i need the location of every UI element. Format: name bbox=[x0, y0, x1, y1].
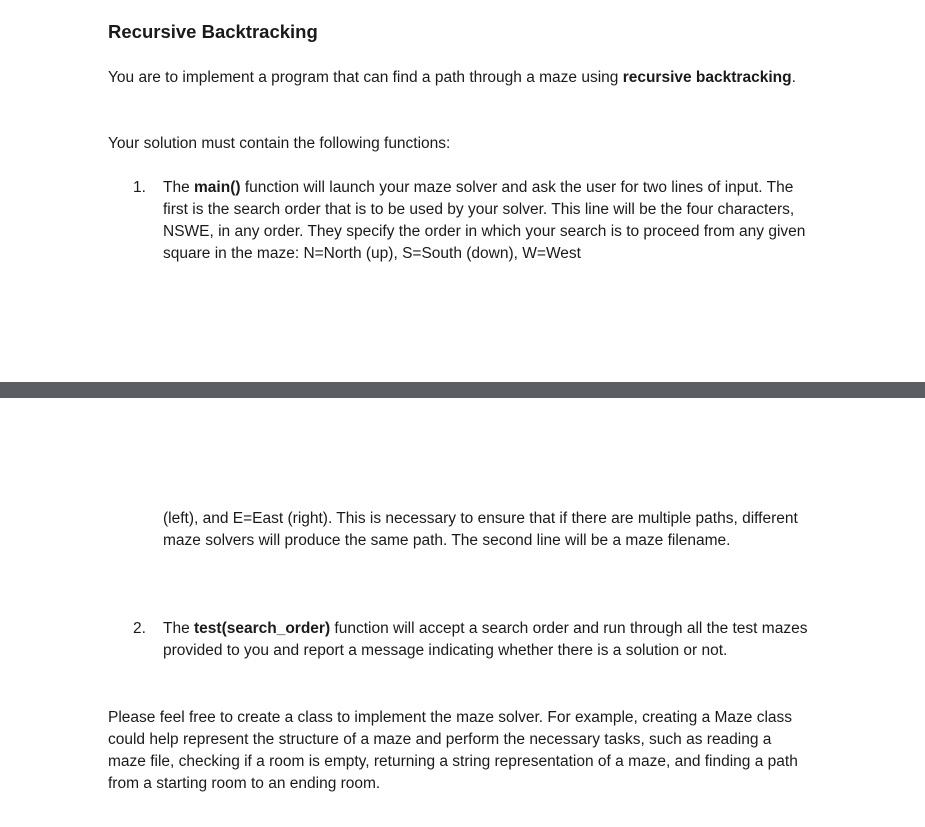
list-item-body-continued: (left), and E=East (right). This is necessary to ensure that if there are multiple paths, different maze solvers will produce the same path. The second line will be a maze filename. bbox=[163, 510, 798, 549]
function-name-main: main() bbox=[194, 179, 241, 196]
list-item-prefix: The bbox=[163, 179, 195, 196]
list-number: 2. bbox=[133, 620, 146, 637]
functions-intro-paragraph: Your solution must contain the following functions: bbox=[108, 135, 451, 152]
intro-text-before: You are to implement a program that can find a path through a maze using bbox=[108, 69, 623, 86]
document-page-bottom bbox=[0, 398, 925, 827]
list-number: 1. bbox=[133, 179, 146, 196]
intro-paragraph bbox=[108, 67, 808, 89]
list-item-body bbox=[163, 177, 813, 265]
function-name-test: test(search_order) bbox=[194, 620, 331, 637]
document-page-top bbox=[0, 0, 925, 382]
section-heading: Recursive Backtracking bbox=[108, 21, 318, 42]
intro-text-after: . bbox=[791, 69, 796, 86]
intro-bold-term: recursive backtracking bbox=[622, 69, 792, 86]
page-break-divider bbox=[0, 382, 925, 398]
list-item-text: function will launch your maze solver and ask the user for two lines of input. The first is the search order that is to be used by your solver. This line will be the four characters, NSWE, in any order. They specify the order in which your search is to proceed from any given square in the maze: N=North (up), S=South (down), W=West bbox=[163, 179, 806, 262]
list-item-body bbox=[163, 618, 813, 662]
list-item-text: function will accept a search order and run through all the test mazes provided to you and report a message indicating whether there is a solution or not. bbox=[163, 620, 808, 659]
list-item-prefix: The bbox=[163, 620, 195, 637]
closing-paragraph: Please feel free to create a class to implement the maze solver. For example, creating a Maze class could help represent the structure of a maze and perform the necessary tasks, such as reading a maze file, checking if a room is empty, returning a string representation of a maze, and finding a path from a starting room to an ending room. bbox=[108, 709, 798, 792]
